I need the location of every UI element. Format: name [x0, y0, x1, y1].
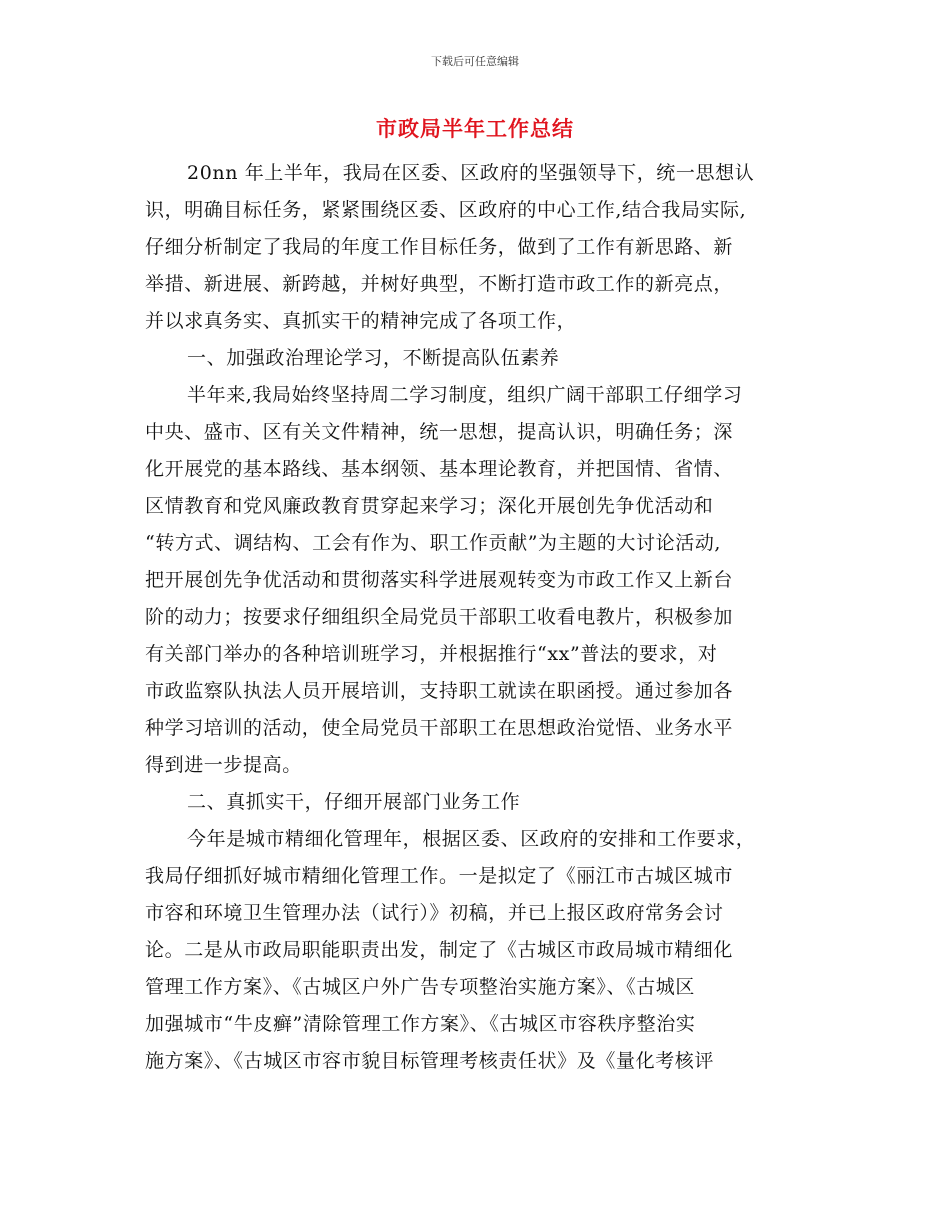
body-line: 举措、新进展、新跨越，并树好典型，不断打造市政工作的新亮点， [145, 273, 734, 295]
body-line: 仔细分析制定了我局的年度工作目标任务，做到了工作有新思路、新 [145, 236, 734, 258]
body-line: 种学习培训的活动，使全局党员干部职工在思想政治觉悟、业务水平 [145, 717, 734, 739]
body-line: 识，明确目标任务，紧紧围绕区委、区政府的中心工作,结合我局实际, [145, 199, 747, 221]
body-line: 把开展创先争优活动和贯彻落实科学进展观转变为市政工作又上新台 [145, 569, 734, 591]
document-title: 市政局半年工作总结 [376, 117, 574, 141]
body-line: “转方式、调结构、工会有作为、职工作贡献”为主题的大讨论活动, [145, 532, 722, 554]
body-line: 市政监察队执法人员开展培训，支持职工就读在职函授。通过参加各 [145, 680, 734, 702]
body-line: 区情教育和党风廉政教育贯穿起来学习；深化开展创先争优活动和 [145, 495, 714, 517]
body-line: 20nn 年上半年，我局在区委、区政府的坚强领导下，统一思想认 [187, 162, 755, 184]
body-line: 中央、盛市、区有关文件精神，统一思想，提高认识，明确任务；深 [145, 421, 734, 443]
body-line: 得到进一步提高。 [145, 754, 302, 776]
body-line: 并以求真务实、真抓实干的精神完成了各项工作， [145, 310, 577, 332]
body-line: 加强城市“牛皮癣”清除管理工作方案》、《古城区市容秩序整治实 [145, 1013, 696, 1035]
body-line: 论。二是从市政局职能职责出发，制定了《古城区市政局城市精细化 [145, 939, 734, 961]
body-line: 化开展党的基本路线、基本纲领、基本理论教育，并把国情、省情、 [145, 458, 734, 480]
body-line: 市容和环境卫生管理办法（试行）》初稿，并已上报区政府常务会讨 [145, 902, 724, 924]
body-line: 有关部门举办的各种培训班学习，并根据推行“xx”普法的要求，对 [145, 643, 718, 665]
body-line: 今年是城市精细化管理年，根据区委、区政府的安排和工作要求， [187, 828, 756, 850]
page-header-note: 下载后可任意编辑 [431, 55, 519, 68]
body-line: 一、加强政治理论学习，不断提高队伍素养 [187, 347, 560, 369]
body-line: 阶的动力；按要求仔细组织全局党员干部职工收看电教片，积极参加 [145, 606, 734, 628]
body-line: 二、真抓实干，仔细开展部门业务工作 [187, 791, 521, 813]
body-line: 半年来,我局始终坚持周二学习制度，组织广阔干部职工仔细学习 [187, 384, 743, 406]
body-line: 施方案》、《古城区市容市貌目标管理考核责任状》及《量化考核评 [145, 1050, 715, 1072]
body-line: 管理工作方案》、《古城区户外广告专项整治实施方案》、《古城区 [145, 976, 696, 998]
body-line: 我局仔细抓好城市精细化管理工作。一是拟定了《丽江市古城区城市 [145, 865, 734, 887]
